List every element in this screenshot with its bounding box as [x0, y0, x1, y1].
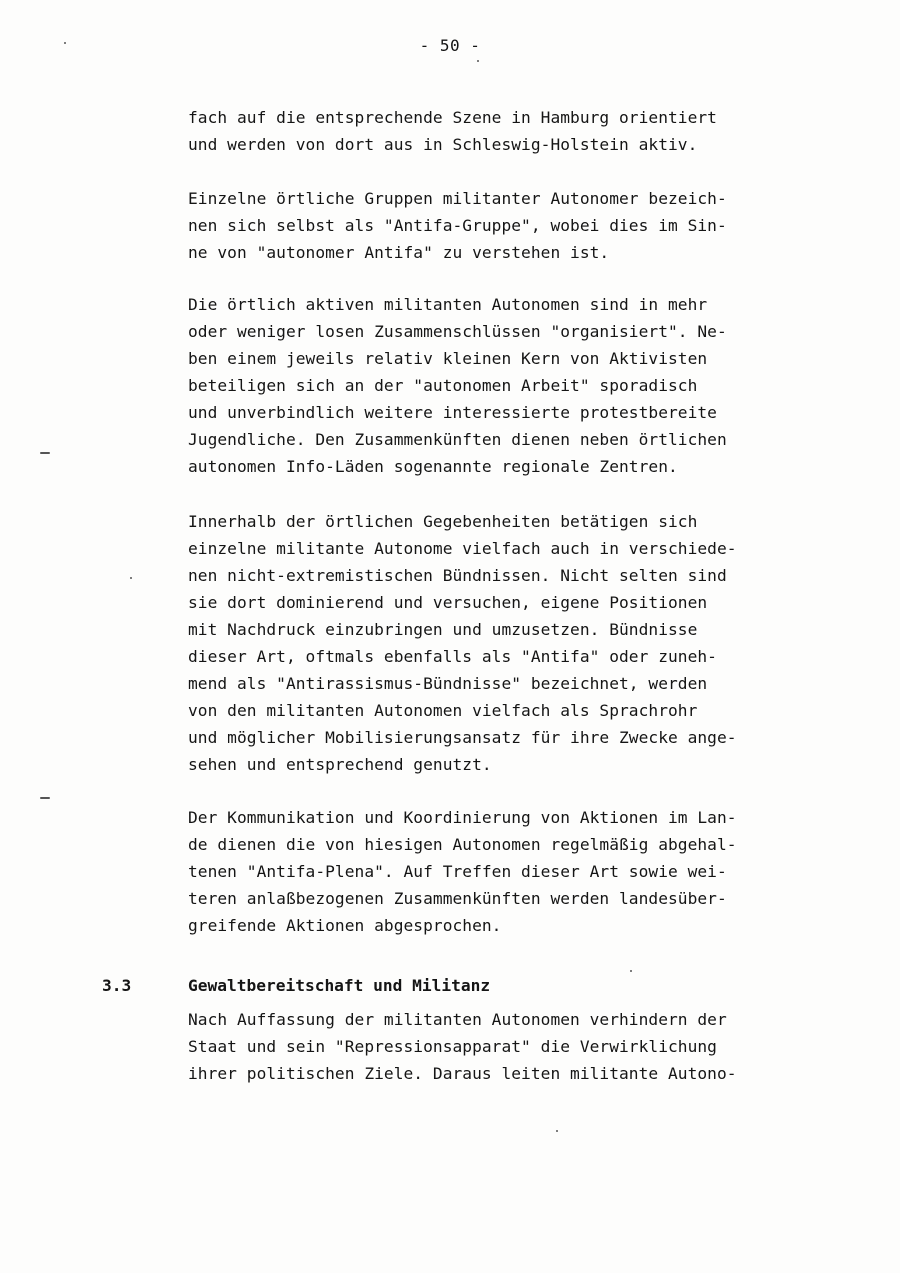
text-line: mit Nachdruck einzubringen und umzusetzen. Bündnisse: [188, 620, 698, 639]
text-line: oder weniger losen Zusammenschlüssen "organisiert". Ne-: [188, 322, 727, 341]
scan-mark: [40, 797, 50, 799]
text-line: von den militanten Autonomen vielfach als Sprachrohr: [188, 701, 698, 720]
text-line: ihrer politischen Ziele. Daraus leiten militante Autono-: [188, 1064, 737, 1083]
text-line: de dienen die von hiesigen Autonomen regelmäßig abgehal-: [188, 835, 737, 854]
text-line: sehen und entsprechend genutzt.: [188, 755, 492, 774]
text-line: greifende Aktionen abgesprochen.: [188, 916, 502, 935]
paragraph-1: [188, 104, 808, 158]
section-title: Gewaltbereitschaft und Militanz: [188, 976, 491, 995]
text-line: und möglicher Mobilisierungsansatz für ihre Zwecke ange-: [188, 728, 737, 747]
scan-speck: [130, 577, 132, 579]
text-line: mend als "Antirassismus-Bündnisse" bezeichnet, werden: [188, 674, 708, 693]
text-line: Die örtlich aktiven militanten Autonomen sind in mehr: [188, 295, 708, 314]
paragraph-5: [188, 804, 808, 939]
text-line: Nach Auffassung der militanten Autonomen verhindern der: [188, 1010, 727, 1029]
scan-speck: [556, 1130, 558, 1132]
text-line: nen sich selbst als "Antifa-Gruppe", wobei dies im Sin-: [188, 216, 727, 235]
text-line: Jugendliche. Den Zusammenkünften dienen neben örtlichen: [188, 430, 727, 449]
text-line: autonomen Info-Läden sogenannte regionale Zentren.: [188, 457, 678, 476]
scan-speck: [630, 970, 632, 972]
scan-mark: [40, 452, 50, 454]
text-line: Staat und sein "Repressionsapparat" die Verwirklichung: [188, 1037, 717, 1056]
text-line: dieser Art, oftmals ebenfalls als "Antifa" oder zuneh-: [188, 647, 717, 666]
text-line: ne von "autonomer Antifa" zu verstehen ist.: [188, 243, 610, 262]
text-line: fach auf die entsprechende Szene in Hamburg orientiert: [188, 108, 717, 127]
page-number: - 50 -: [419, 36, 481, 55]
text-line: nen nicht-extremistischen Bündnissen. Nicht selten sind: [188, 566, 727, 585]
paragraph-4: [188, 508, 808, 778]
text-line: tenen "Antifa-Plena". Auf Treffen dieser Art sowie wei-: [188, 862, 727, 881]
text-line: Der Kommunikation und Koordinierung von Aktionen im Lan-: [188, 808, 737, 827]
text-line: und werden von dort aus in Schleswig-Holstein aktiv.: [188, 135, 698, 154]
paragraph-2: [188, 185, 808, 266]
text-line: beteiligen sich an der "autonomen Arbeit" sporadisch: [188, 376, 698, 395]
scan-speck: [477, 60, 479, 62]
text-line: Einzelne örtliche Gruppen militanter Autonomer bezeich-: [188, 189, 727, 208]
section-paragraph: [188, 1006, 808, 1087]
text-line: teren anlaßbezogenen Zusammenkünften werden landesüber-: [188, 889, 727, 908]
section-number: 3.3: [102, 976, 132, 995]
scan-speck: [64, 42, 66, 44]
text-line: Innerhalb der örtlichen Gegebenheiten betätigen sich: [188, 512, 698, 531]
text-line: und unverbindlich weitere interessierte protestbereite: [188, 403, 717, 422]
text-line: einzelne militante Autonome vielfach auch in verschiede-: [188, 539, 737, 558]
text-line: sie dort dominierend und versuchen, eigene Positionen: [188, 593, 708, 612]
text-line: ben einem jeweils relativ kleinen Kern von Aktivisten: [188, 349, 708, 368]
paragraph-3: [188, 291, 808, 480]
